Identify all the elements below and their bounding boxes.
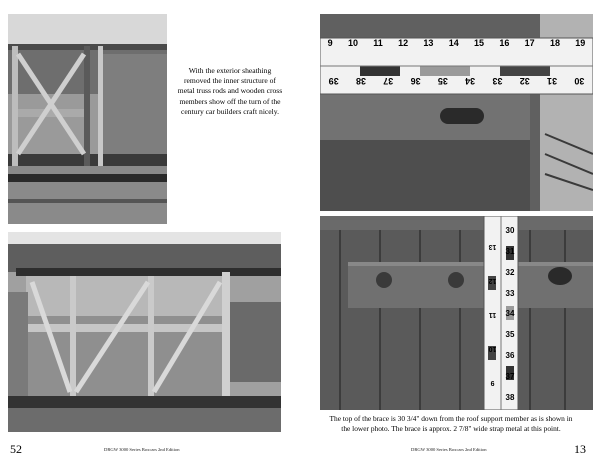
page-number-right: 13 — [574, 442, 586, 456]
ruler-number: 31 — [505, 246, 515, 256]
page-number-left: 52 — [10, 442, 22, 456]
ruler-number: 15 — [474, 38, 485, 48]
right-caption — [302, 414, 600, 433]
ruler-number: 31 — [547, 76, 558, 86]
ruler-number: 37 — [505, 372, 515, 382]
ruler-number: 30 — [574, 76, 585, 86]
caption-line: metal truss rods and wooden cross — [177, 86, 283, 96]
caption-line: With the exterior sheathing — [188, 66, 272, 75]
caption-line: the lower photo. The brace is approx. 2 7/8" wide strap metal at this point. — [341, 423, 561, 433]
caption-line: members show off the turn of the — [179, 96, 281, 106]
ruler-number: 18 — [549, 38, 560, 48]
ruler-number: 39 — [328, 76, 339, 86]
ruler-number: 11 — [373, 38, 383, 48]
ruler-number: 38 — [505, 392, 515, 402]
strap-ruler-bottom-photo — [320, 216, 593, 410]
ruler-number: 30 — [505, 225, 515, 235]
ruler-number: 12 — [488, 277, 497, 285]
caption-line: removed the inner structure of — [184, 76, 276, 86]
ruler-number: 35 — [505, 330, 515, 340]
ruler-number: 16 — [499, 38, 510, 48]
ruler-number: 12 — [398, 38, 409, 48]
ruler-number: 17 — [524, 38, 535, 48]
footer-left: DRGW 3000 Series Boxcars 2nd Edition — [104, 447, 180, 452]
boxcar-frame-top-photo — [8, 14, 167, 224]
left-caption — [170, 66, 290, 117]
right-page — [300, 0, 600, 464]
ruler-number: 34 — [465, 76, 476, 86]
ruler-post-top-photo — [320, 14, 593, 211]
ruler-number: 33 — [505, 288, 515, 298]
footer-right: DRGW 3000 Series Boxcars 2nd Edition — [411, 447, 487, 452]
caption-line: century car builders craft nicely. — [181, 106, 279, 116]
ruler-number: 10 — [488, 345, 497, 353]
boxcar-side-bottom-photo — [8, 232, 281, 432]
ruler-number: 33 — [492, 76, 503, 86]
ruler-number: 10 — [347, 38, 358, 48]
caption-line: The top of the brace is 30 3/4" down from the roof support member as is shown in — [329, 414, 573, 423]
ruler-number: 11 — [488, 311, 497, 319]
ruler-number: 35 — [437, 76, 448, 86]
ruler-number: 9 — [490, 379, 495, 387]
ruler-number: 36 — [410, 76, 421, 86]
ruler-number: 13 — [423, 38, 434, 48]
ruler-number: 36 — [505, 351, 515, 361]
ruler-number: 19 — [575, 38, 586, 48]
ruler-number: 34 — [505, 309, 515, 319]
ruler-number: 32 — [519, 76, 530, 86]
ruler-number: 37 — [383, 76, 394, 86]
ruler-number: 14 — [448, 38, 459, 48]
ruler-number: 38 — [355, 76, 366, 86]
ruler-number: 32 — [505, 267, 515, 277]
ruler-number: 13 — [488, 243, 497, 251]
ruler-number: 9 — [327, 38, 333, 48]
